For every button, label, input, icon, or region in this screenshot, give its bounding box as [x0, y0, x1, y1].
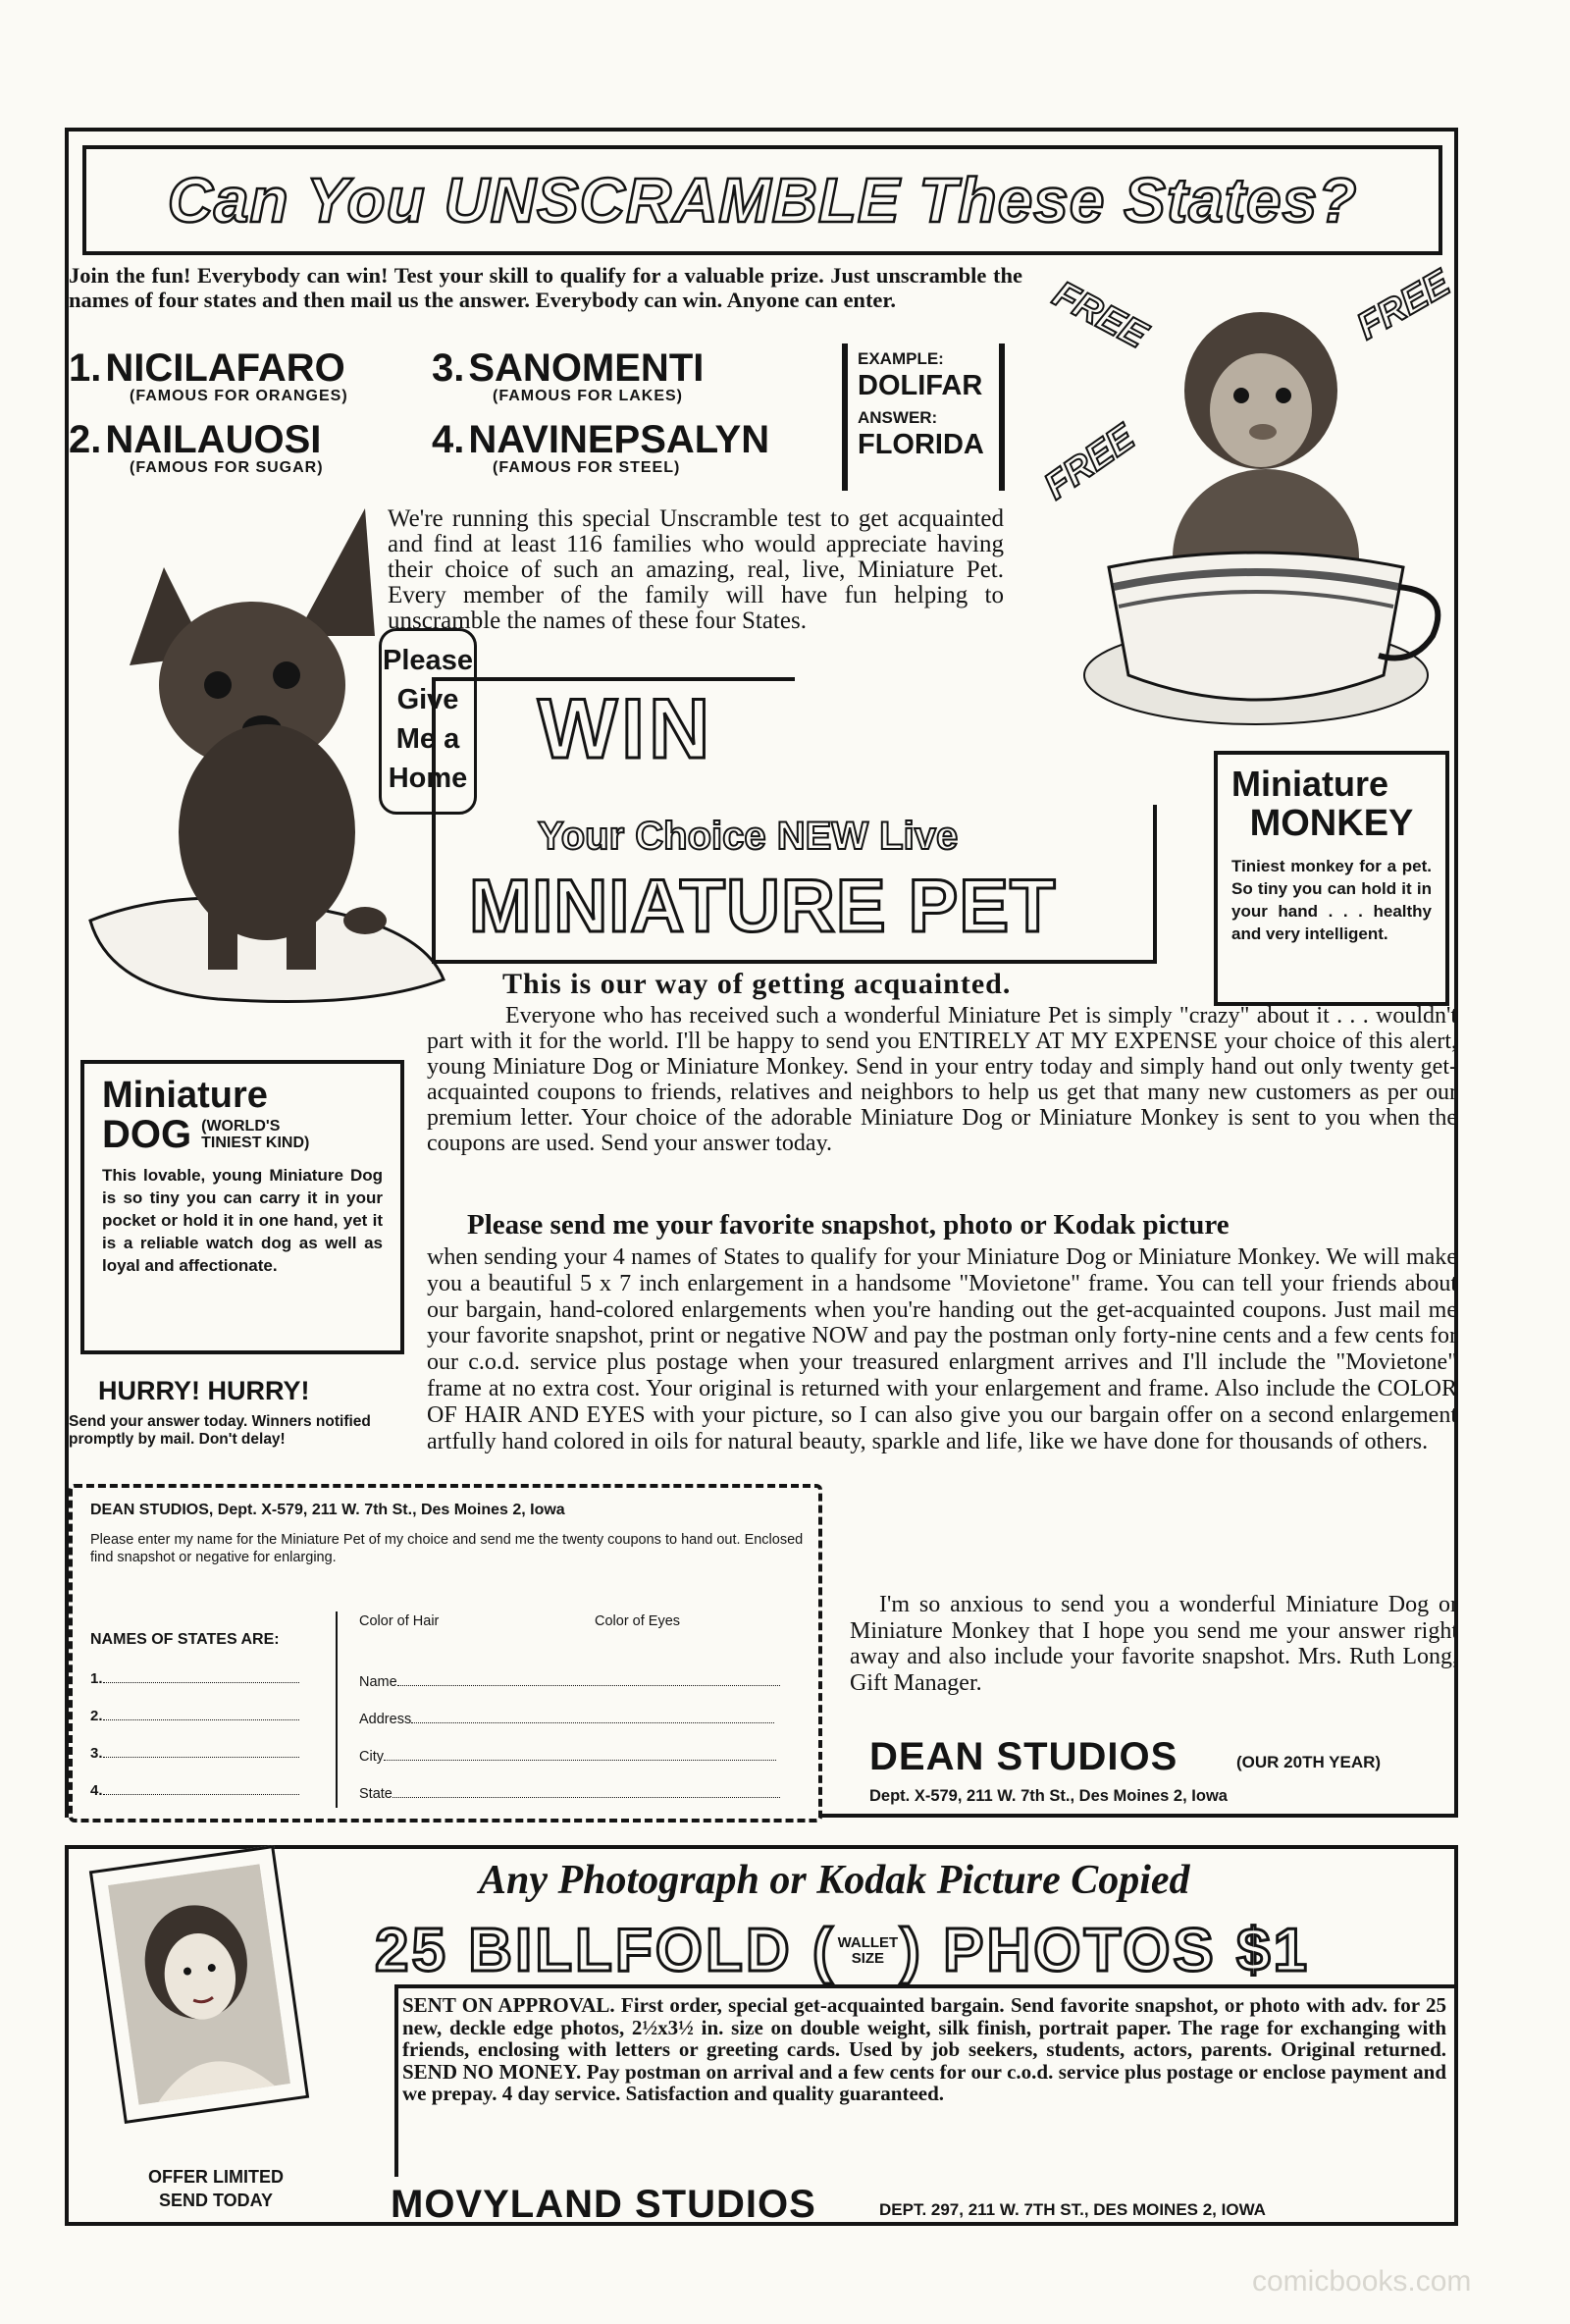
sample-photo-frame — [89, 1845, 309, 2124]
monkey-title-2: MONKEY — [1249, 803, 1414, 844]
headline: Can You UNSCRAMBLE These States? — [167, 165, 1358, 236]
monkey-title: Miniature — [1231, 764, 1389, 804]
win-text: WIN — [538, 682, 714, 776]
coupon-divider — [336, 1611, 338, 1808]
answer-line[interactable] — [103, 1757, 299, 1758]
free-label: FREE — [1046, 273, 1154, 357]
size-word: SIZE — [851, 1949, 885, 1967]
wallet-word: WALLET — [837, 1933, 899, 1951]
dean-studios-address: Dept. X-579, 211 W. 7th St., Des Moines 2, Iowa — [869, 1787, 1228, 1805]
field-label: State — [359, 1786, 392, 1802]
answer-value: FLORIDA — [858, 429, 984, 460]
photo-ad-text: SENT ON APPROVAL. First order, special get-acquainted bargain. Send favorite snapshot, or photo with adv. for 25 new, deckle edge photos, 2½x3½ in. size on double weight, silk finish, portrait paper. The rage for exchanging with friends, enclosing with letters or greeting cards. Used by job seekers, students, actors, parents. Original returned. SEND NO MONEY. Pay postman on arrival and a few cents for our c.o.d. service plus postage or enclose payment and we prepay. 4 day service. Satisfaction and quality guaranteed. — [402, 1993, 1446, 2105]
field-label: Address — [359, 1712, 412, 1727]
free-label: FREE — [1036, 416, 1142, 508]
state-number: 3. — [432, 346, 465, 390]
hurry-text: Send your answer today. Winners notified promptly by mail. Don't delay! — [69, 1413, 371, 1448]
photo-tagline: Any Photograph or Kodak Picture Copied — [479, 1858, 1190, 1903]
win-title: MINIATURE PET — [469, 865, 1057, 948]
state-field[interactable] — [359, 1786, 791, 1802]
win-frame-line — [1153, 805, 1157, 964]
dog-title-2: DOG — [102, 1113, 192, 1156]
state-word: NAVINEPSALYN — [468, 418, 770, 461]
wallet-size-label — [838, 1935, 899, 1967]
dog-subtitle: (WORLD'S TINIEST KIND) — [201, 1118, 310, 1151]
snapshot-text: when sending your 4 names of States to qualify for your Miniature Dog or Miniature Monkey. We will make you a beautiful 5 x 7 inch enlargement in a handsome "Movietone" frame. You can tell your friends about our bargain, hand-colored enlargements when you're handing out the get-acquainted coupons. Just mail me your favorite snapshot, print or negative NOW and pay the postman only forty-nine cents and a few cents for our c.o.d. service plus postage when your treasured enlargment arrives and I'll include the "Movietone" frame at no extra cost. Your original is returned with your enlargement and frame. Also include the COLOR OF HAIR AND EYES with your picture, so I can also give you our bargain offer on a second enlargement artfully hand colored in oils for natural beauty, sparkle and life, like we have done for thousands of others. — [427, 1244, 1457, 1454]
free-label: FREE — [1350, 262, 1457, 348]
address-field[interactable] — [359, 1712, 791, 1727]
intro-text: Join the fun! Everybody can win! Test your skill to qualify for a valuable prize. Just unscramble the names of four states and then mail us the answer. Everybody can win. Anyone can enter. — [69, 263, 1022, 312]
field-line[interactable] — [411, 1722, 774, 1723]
state-answer-row[interactable] — [90, 1782, 314, 1800]
headline-box — [82, 145, 1442, 255]
answer-number: 3. — [90, 1745, 103, 1762]
movyland-address: DEPT. 297, 211 W. 7TH ST., DES MOINES 2, IOWA — [879, 2200, 1266, 2219]
field-label: Name — [359, 1674, 397, 1690]
snapshot-heading: Please send me your favorite snapshot, photo or Kodak picture — [467, 1209, 1230, 1241]
field-line[interactable] — [384, 1760, 776, 1761]
answer-number: 1. — [90, 1670, 103, 1687]
answer-line[interactable] — [103, 1719, 299, 1720]
acquainted-heading: This is our way of getting acquainted. — [502, 968, 1012, 1000]
answer-line[interactable] — [103, 1682, 299, 1683]
bubble-line: Home — [388, 763, 468, 794]
states-label: NAMES OF STATES ARE: — [90, 1631, 280, 1648]
acquainted-text: Everyone who has received such a wonderful Miniature Pet is simply "crazy" about it . . . wouldn't part with it for the world. I'll be happy to send you ENTIRELY AT MY EXPENSE your choice of this alert, young Miniature Dog or Miniature Monkey. Send in your entry today and simply hand out only twenty get-acquainted coupons to friends, relatives and neighbors to help us get that many new customers as per our premium letter. Your choice of the adorable Miniature Dog or Miniature Monkey is sent to you when the coupons are used. Send your answer today. — [427, 1003, 1457, 1156]
answer-number: 4. — [90, 1782, 103, 1799]
dean-studios-year: (OUR 20TH YEAR) — [1236, 1753, 1382, 1771]
send-today: SEND TODAY — [158, 2191, 274, 2210]
state-1 — [69, 348, 348, 405]
state-hint: (FAMOUS FOR ORANGES) — [130, 388, 348, 404]
bubble-line: Give — [396, 684, 459, 715]
coupon-address: DEAN STUDIOS, Dept. X-579, 211 W. 7th St., Des Moines 2, Iowa — [90, 1502, 565, 1518]
state-word: SANOMENTI — [468, 346, 705, 390]
state-hint: (FAMOUS FOR STEEL) — [493, 459, 681, 476]
dean-studios-name: DEAN STUDIOS — [869, 1735, 1178, 1778]
eye-color-label: Color of Eyes — [595, 1613, 681, 1629]
photo-headline-right: ) PHOTOS $1 — [900, 1917, 1310, 1984]
example-value: DOLIFAR — [858, 370, 983, 401]
state-word: NICILAFARO — [105, 346, 345, 390]
dog-title: Miniature — [102, 1075, 268, 1116]
state-number: 4. — [432, 418, 465, 461]
state-number: 2. — [69, 418, 102, 461]
bubble-line: Please — [383, 645, 473, 676]
monkey-description: Tiniest monkey for a pet. So tiny you can hold it in your hand . . . healthy and very intelligent. — [1231, 857, 1432, 943]
state-hint: (FAMOUS FOR SUGAR) — [130, 459, 324, 476]
dog-info-box — [80, 1060, 404, 1354]
hurry-heading: HURRY! HURRY! — [98, 1376, 310, 1405]
monkey-in-teacup-illustration — [1060, 263, 1452, 764]
photo-headline-left: 25 BILLFOLD ( — [375, 1917, 836, 1984]
field-line[interactable] — [397, 1685, 780, 1686]
bubble-line: Me a — [395, 723, 460, 755]
answer-number: 2. — [90, 1708, 103, 1724]
state-answer-row[interactable] — [90, 1745, 314, 1763]
closing-text: I'm so anxious to send you a wonderful Miniature Dog or Miniature Monkey that I hope you send me your answer right away and also include your favorite snapshot. Mrs. Ruth Long, Gift Manager. — [850, 1592, 1458, 1696]
monkey-info-box — [1214, 751, 1449, 1006]
state-word: NAILAUOSI — [105, 418, 322, 461]
dog-description: This lovable, young Miniature Dog is so tiny you can carry it in your pocket or hold it in one hand, yet it is a reliable watch dog as well as loyal and affectionate. — [102, 1166, 383, 1275]
running-text: We're running this special Unscramble test to get acquainted and find at least 116 families who would appreciate having their choice of such an amazing, real, live, Miniature Pet. Every member of the family will have fun helping to unscramble the names of these four States. — [388, 506, 1004, 634]
hair-color-label: Color of Hair — [359, 1613, 440, 1629]
photo-headline — [375, 1916, 1310, 1985]
state-answer-row[interactable] — [90, 1670, 314, 1688]
entry-coupon[interactable] — [69, 1484, 822, 1822]
state-2 — [69, 420, 324, 477]
answer-line[interactable] — [103, 1794, 299, 1795]
state-4 — [432, 420, 769, 477]
win-subtitle: Your Choice NEW Live — [538, 815, 959, 858]
offer-limited: OFFER LIMITED — [148, 2167, 284, 2187]
coupon-instructions: Please enter my name for the Miniature Pet of my choice and send me the twenty coupons to hand out. Enclosed find snapshot or negative for enlarging. — [90, 1532, 804, 1565]
state-answer-row[interactable] — [90, 1708, 314, 1725]
example-box — [842, 343, 1005, 491]
watermark: comicbooks.com — [1252, 2265, 1472, 2298]
woman-portrait-illustration — [108, 1864, 290, 2105]
win-frame-line — [432, 960, 1156, 964]
city-field[interactable] — [359, 1749, 791, 1765]
state-3 — [432, 348, 704, 405]
field-line[interactable] — [392, 1797, 780, 1798]
answer-label: ANSWER: — [858, 408, 938, 427]
example-label: EXAMPLE: — [858, 349, 944, 368]
movyland-studios-name: MOVYLAND STUDIOS — [391, 2183, 816, 2226]
state-hint: (FAMOUS FOR LAKES) — [493, 388, 683, 404]
name-field[interactable] — [359, 1674, 791, 1690]
field-label: City — [359, 1749, 384, 1765]
win-frame-line — [432, 834, 436, 962]
state-number: 1. — [69, 346, 102, 390]
